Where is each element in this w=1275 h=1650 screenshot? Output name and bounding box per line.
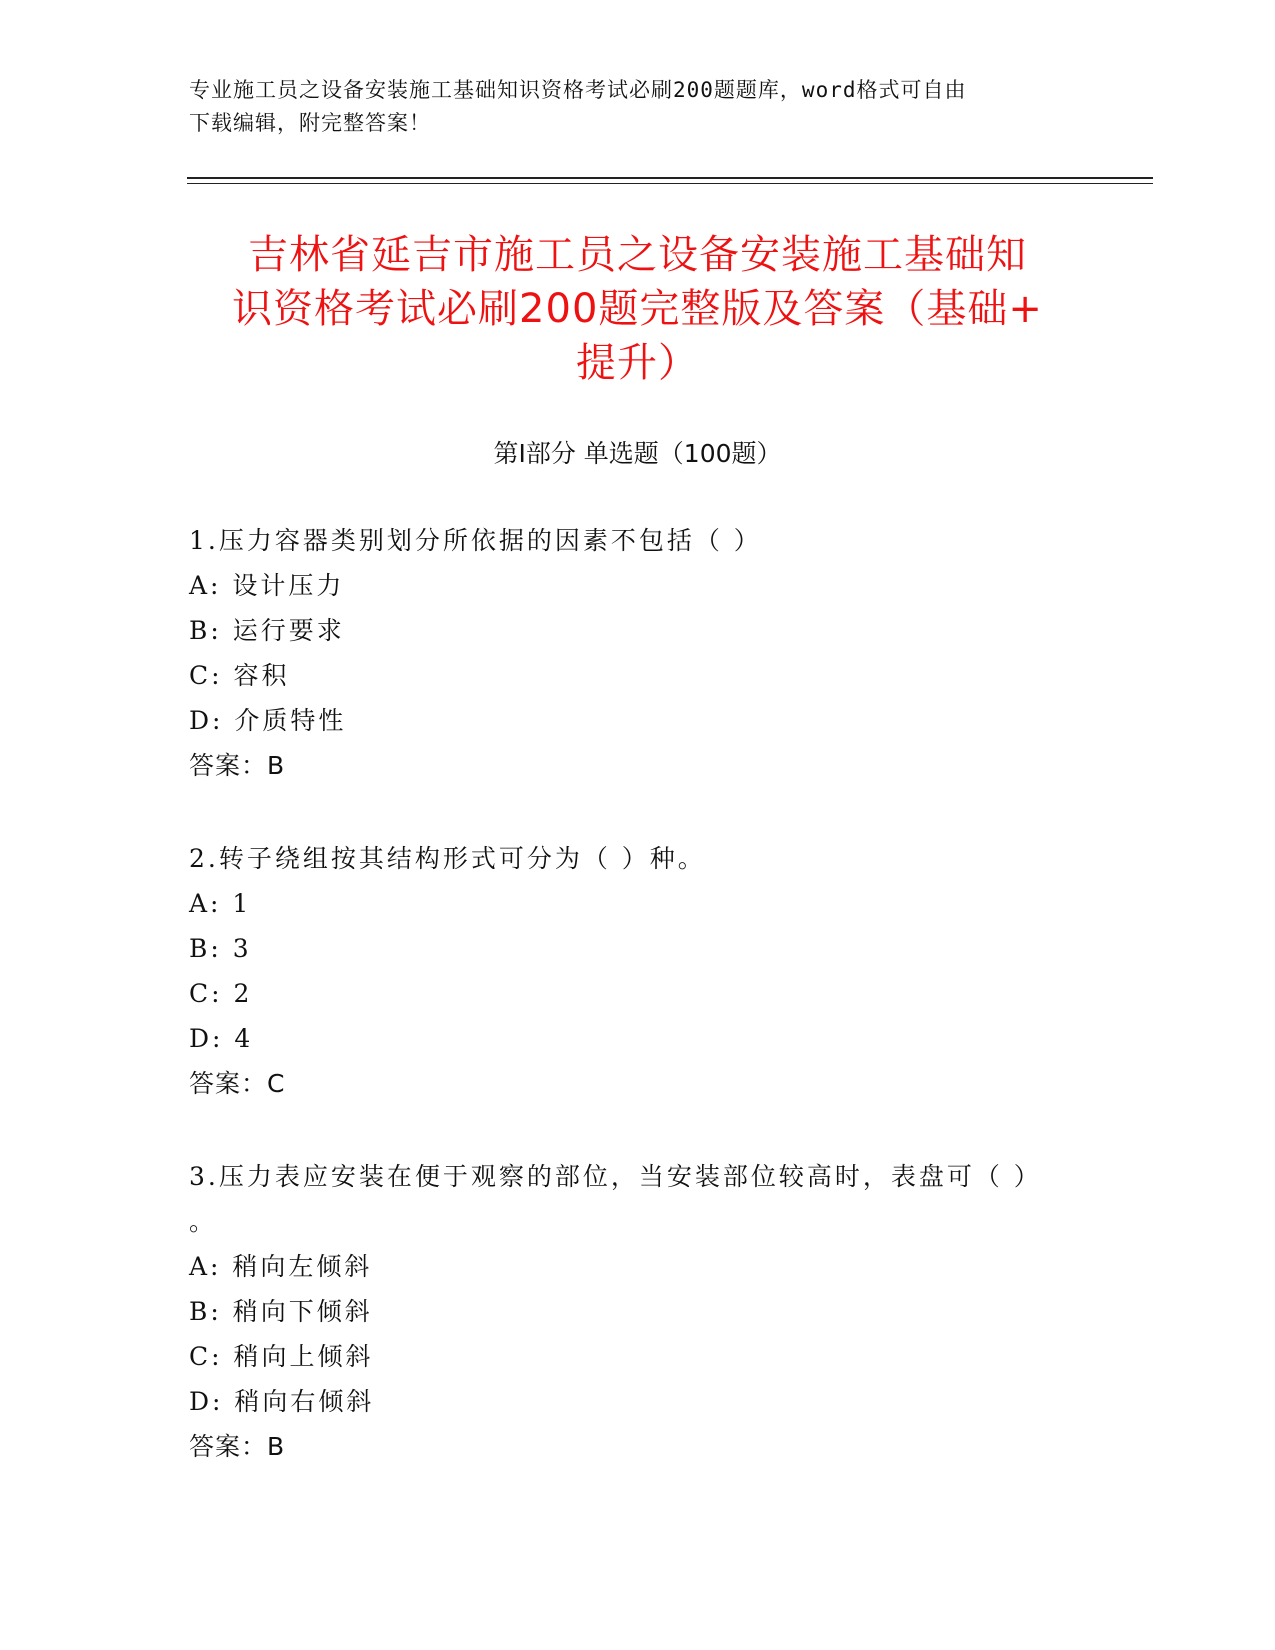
option-b: B: 稍向下倾斜 [189, 1297, 373, 1326]
option-a: A: 1 [189, 889, 252, 918]
question-2 [189, 836, 1089, 1106]
question-1 [189, 518, 1089, 788]
option-b: B: 3 [189, 934, 252, 963]
title-line-1: 吉林省延吉市施工员之设备安装施工基础知 [248, 232, 1027, 278]
document-title [150, 228, 1125, 390]
intro-line-2: 下载编辑，附完整答案！ [189, 111, 431, 135]
header-divider-thin [187, 183, 1153, 184]
option-a: A: 稍向左倾斜 [189, 1252, 373, 1281]
section-heading: 第Ⅰ部分 单选题（100题） [493, 439, 782, 468]
option-c: C: 2 [189, 979, 253, 1008]
answer: 答案：B [189, 751, 286, 780]
title-line-3: 提升） [576, 340, 699, 386]
option-d: D: 介质特性 [189, 706, 347, 735]
answer: 答案：C [189, 1069, 286, 1098]
title-line-2: 识资格考试必刷200题完整版及答案（基础+ [232, 286, 1043, 332]
question-3 [189, 1154, 1089, 1469]
question-stem: 2.转子绕组按其结构形式可分为（ ）种。 [189, 844, 706, 873]
header-divider-thick [187, 177, 1153, 179]
question-stem-continued: 。 [189, 1207, 218, 1236]
option-b: B: 运行要求 [189, 616, 345, 645]
question-stem: 3.压力表应安装在便于观察的部位，当安装部位较高时，表盘可（ ） [189, 1162, 1042, 1191]
intro-line-1: 专业施工员之设备安装施工基础知识资格考试必刷200题题库，word格式可自由 [189, 78, 967, 102]
option-c: C: 稍向上倾斜 [189, 1342, 374, 1371]
option-d: D: 稍向右倾斜 [189, 1387, 375, 1416]
answer: 答案：B [189, 1432, 286, 1461]
document-intro [189, 74, 1069, 140]
option-c: C: 容积 [189, 661, 290, 690]
question-stem: 1.压力容器类别划分所依据的因素不包括（ ） [189, 526, 762, 555]
option-d: D: 4 [189, 1024, 254, 1053]
option-a: A: 设计压力 [189, 571, 345, 600]
